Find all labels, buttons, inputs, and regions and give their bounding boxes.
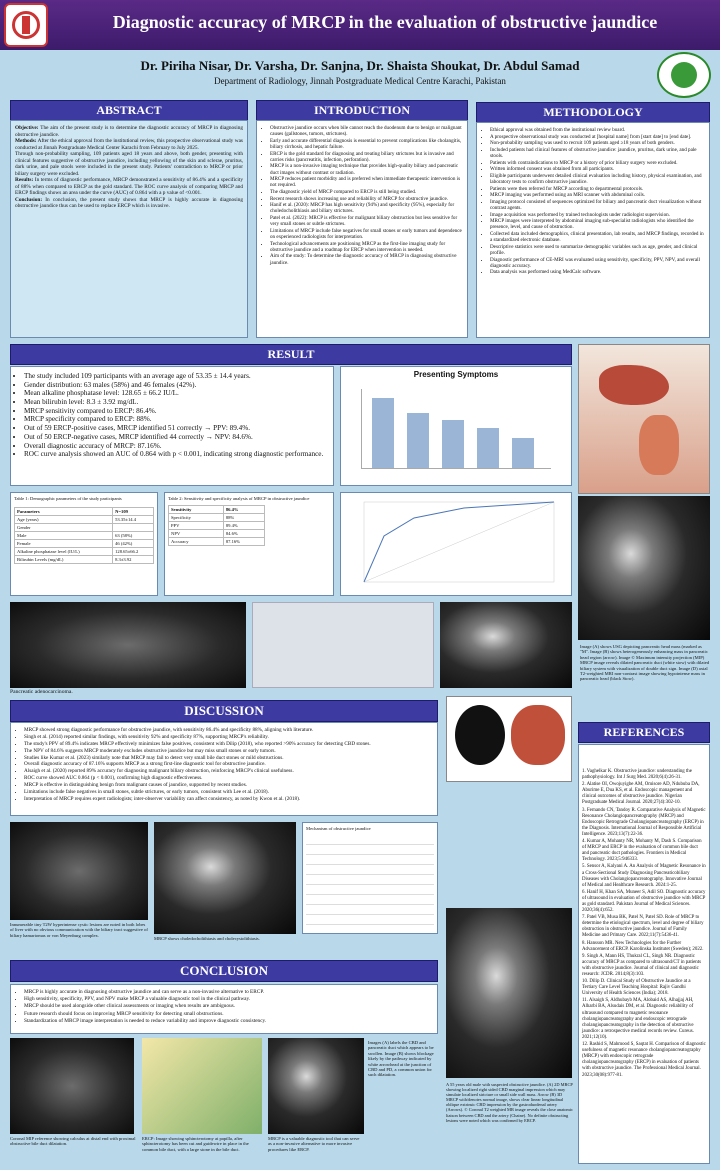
references-heading: REFERENCES — [578, 722, 710, 743]
faint-table-image — [252, 602, 434, 688]
abstract-section — [10, 100, 248, 121]
methodology-item: • Written informed consent was obtained from all participants. — [490, 166, 706, 172]
conclusion-item: • Standardization of MRCP image interpretation is needed to reduce variability and improve diagnostic consistency. — [24, 1018, 434, 1025]
methodology-item: • Eligible participants underwent detailed clinical evaluation including history, physical examination, and laboratory tests to confirm obstructive jaundice. — [490, 173, 706, 185]
result-section — [10, 344, 572, 365]
methodology-item: • MRCP imaging was performed using an MRI scanner with abdominal coils. — [490, 192, 706, 198]
introduction-item: • Hanif et al. (2020): MRCP has high sensitivity (94%) and specificity (95%), especially for choledocholithiasis and biliary strictures. — [270, 202, 464, 214]
references-section — [578, 722, 710, 743]
table-row — [15, 516, 154, 524]
demographics-table-panel — [10, 492, 158, 596]
result-item: • MRCP sensitivity compared to ERCP: 86.4%. — [24, 407, 330, 415]
table-cell: 8.3±3.92 — [113, 556, 154, 564]
reference-item: 5. Sensor A, Kalyani A. An Analysis of Magnetic Resonance in a Cross-Sectional Study Diagnosing Pancreaticobiliary Diseases with Cholangiopancreatography. Innovative Journal of Medical and Healthcare Research. 2024:1-25. — [582, 864, 706, 888]
chart-bar — [372, 398, 394, 468]
result-item: • Mean bilirubin level: 8.3 ± 3.92 mg/dL. — [24, 398, 330, 406]
roc-curve-panel — [340, 492, 572, 596]
chart-bar — [442, 420, 464, 468]
ercp-illustration — [142, 1038, 262, 1134]
coronal-mip-image — [10, 1038, 134, 1134]
table-row — [15, 508, 154, 516]
discussion-list — [14, 727, 434, 802]
discussion-item: • MRCP is effective in distinguishing benign from malignant causes of jaundice, supported by recent studies. — [24, 782, 434, 789]
chart-bar — [477, 428, 499, 468]
methodology-item: • Image acquisition was performed by trained technologists under radiologist supervision. — [490, 212, 706, 218]
liver-mri-image — [10, 822, 148, 920]
discussion-heading: DISCUSSION — [10, 700, 438, 722]
mrcp-stones-image — [154, 822, 296, 934]
sensitivity-table-panel — [164, 492, 334, 596]
table-cell: Specificity — [169, 514, 224, 522]
conclusion-list — [14, 989, 434, 1025]
stones-caption: MRCP shows choledocholithiasis and cholecystolithiasis. — [154, 936, 260, 941]
table-row — [169, 506, 265, 514]
table-cell: PPV — [169, 522, 224, 530]
right-image-caption: Image (A) shows USG depicting pancreatic head mass (marked as "M". Image (B) shows heterogeneously enhancing mass in pancreatic head region (arrow). Image © Maximum intensity projection (MIP) MRCP image reveals dilated pancreatic duct (white stow) with dilated biliary system with visualization of double duct sign. Image (D) axial T2-weighted MRI non-contrast image showing hypointense mass in pancreatic head (black Stow). — [580, 644, 710, 682]
illustration-a — [455, 705, 505, 765]
mrcp-series-image — [446, 908, 572, 1078]
conclusion-section — [10, 960, 438, 982]
introduction-item: • Aim of the study: To determine the diagnostic accuracy of MRCP in diagnosing obstructive jaundice. — [270, 253, 464, 265]
ercp-caption: ERCP: Image showing sphincterotomy at papilla, after sphincterotomy has been cut and guidewire in place in the common bile duct, with a large stone in the bile duct. — [142, 1136, 249, 1152]
discussion-item: • The NPV of 84.6% suggests MRCP moderately excludes obstructive jaundice but may miss small stones or early tumors. — [24, 748, 434, 755]
table-cell: Accuracy — [169, 538, 224, 546]
table-row — [169, 530, 265, 538]
discussion-item: • Alsaigh et al. (2020) reported 89% accuracy for diagnosing malignant biliary obstruction, reinforcing MRCP's clinical usefulness. — [24, 768, 434, 775]
methodology-heading: METHODOLOGY — [476, 102, 710, 123]
symptoms-chart — [340, 366, 572, 486]
methodology-item: • Included patients had clinical features of obstructive jaundice: jaundice, pruritus, dark urine, and pale stools. — [490, 147, 706, 159]
mechanism-title: Mechanism of obstructive jaundice — [306, 826, 371, 831]
result-item: • Out of 50 ERCP-negative cases, MRCP identified 44 correctly → NPV: 84.6%. — [24, 433, 330, 441]
discussion-item: • MRCP showed strong diagnostic performance for obstructive jaundice, with sensitivity 86.4% and specificity 88%, aligning with literature. — [24, 727, 434, 734]
discussion-item: • Interpretation of MRCP requires expert radiologists; inter-observer variability can affect consistency, as noted by Kwon et al. (2018). — [24, 796, 434, 803]
illustration-b — [511, 705, 565, 765]
table-cell: 88% — [223, 514, 264, 522]
introduction-item: • MRCP is a non-invasive imaging technique that provides high-quality biliary and pancreatic duct images without contrast or radiation. — [270, 163, 464, 175]
methodology-list — [480, 127, 706, 276]
discussion-section — [10, 700, 438, 722]
table-cell: 89.4% — [223, 522, 264, 530]
mri-image-grid — [440, 602, 572, 688]
result-item: • Mean alkaline phosphatase level: 128.65 ± 66.2 IU/L. — [24, 389, 330, 397]
poster-title: Diagnostic accuracy of MRCP in the evaluation of obstructive jaundice — [112, 12, 658, 32]
introduction-list — [260, 125, 464, 266]
table-row — [169, 522, 265, 530]
pancreas-shape — [639, 415, 679, 475]
abstract-body: Objective: The aim of the present study is to determine the diagnostic accuracy of MRCP in diagnosing obstructive jaundice. Methods: After the ethical approval from the institutional review, this prospective observational study was conducted at Jinnah Postgraduate Medical Center Karachi from February to July 2025. Through non-probability sampling, 109 patients aged 18 years and above, both gender, presenting with clinical features suggestive of obstructive jaundice, including yellowing of the skin and sclerae, pruritus, dark urine, and pale stools were included in the present study. Patients' contradiction to MRCP or prior biliary surgery were excluded. Results: In terms of diagnostic performance, MRCP demonstrated a sensitivity of 86.4% and a specificity of 88% when compared to ERCP as the gold standard. The ROC curve analysis of comparing MRCP and ERCP findings shows an area under the curve (AUC) of 0.864 with a p value of <0.001. Conclusion: In conclusion, the present study shows that MRCP is highly accurate in diagnosing obstructive jaundice thus can be used to replace ERCP which is invasive. — [10, 120, 248, 338]
introduction-body — [256, 120, 468, 338]
mrcp-final-image — [268, 1038, 364, 1134]
discussion-body — [10, 722, 438, 816]
result-item: • The study included 109 participants with an average age of 53.35 ± 14.4 years. — [24, 372, 330, 380]
table1-title: Table 1: Demographic parameters of the study participants — [14, 496, 122, 501]
series-caption: A 55 years old male with suspected obstructive jaundice. (A) 2D MRCP showing localized right sided CBD marginal impression which may simulate localized stricture or small side wall mass. Arrow (B) 3D MRCP with/denotes normal image, shows clear linear longitudinal oblique extrinsic CBD impression by the gastroduodenal artery (Arrows). © Coronal T2 weighted MR image reveals the close anatomic liaison between CBD and the artery (Chaine). No definite obstructing lesions were noted which was confirmed by ERCP. — [446, 1082, 574, 1123]
table-row — [15, 532, 154, 540]
reference-item: 4. Kumar A, Mohanty NR, Mohanty M, Dash S. Comparison of MRCP and ERCP in the evaluation of common bile duct and pancreatic duct pathologies. Frontiers in Medical Technology. 2023;5:946333. — [582, 839, 702, 863]
table-cell: Male — [15, 532, 113, 540]
methodology-item: • Collected data included demographics, clinical presentation, lab results, and MRCP findings, recorded in a standardized electronic database. — [490, 231, 706, 243]
table2-title: Table 2: Sensitivity and specificity analysis of MRCP in obstructive jaundice — [168, 496, 310, 501]
reference-item: 7. Patel VB, Musa BK, Patel N, Patel SD. Role of MRCP to determine the etiological spectrum, level and degree of biliary obstruction in obstructive jaundice. Journal of Family Medicine and Primary Care. 2022;11(7):5436-41. — [582, 915, 704, 939]
result-list — [14, 372, 330, 458]
table-cell: N=109 — [113, 508, 154, 516]
reference-item: 6. Hanif H, Khan SA, Muneer S, Adil SO. Diagnostic accuracy of ultrasound in evaluation of obstructive jaundice with MRCP as gold standard. Pakistan Journal of Medical Sciences. 2020;36(4):652. — [582, 889, 706, 914]
methodology-item: • Diagnostic performance of CE-MRI was evaluated using sensitivity, specificity, PPV, NPV, and overall diagnostic accuracy. — [490, 257, 706, 269]
table-row — [169, 514, 265, 522]
introduction-item: • Obstructive jaundice occurs when bile cannot reach the duodenum due to benign or malignant causes (gallstones, tumors, strictures). — [270, 125, 464, 137]
liver-anatomy-illustration — [578, 344, 710, 494]
table-cell: 86.4% — [223, 506, 264, 514]
table-row — [169, 538, 265, 546]
table-cell: NPV — [169, 530, 224, 538]
discussion-item: • Singh et al. (2014) reported similar findings, with sensitivity 92% and specificity 87%, supporting MRCP's reliability. — [24, 734, 434, 741]
table-cell: Alkaline phosphatase level (IU/L) — [15, 548, 113, 556]
methodology-section — [476, 102, 710, 123]
mechanism-table-panel — [302, 822, 438, 934]
methodology-item: • Data analysis was performed using MedCalc software. — [490, 269, 706, 275]
left-logo — [4, 3, 48, 47]
discussion-item: • Studies like Kumar et al. (2023) similarly note that MRCP may fail to detect very small bile duct stones or mild obstructions. — [24, 755, 434, 762]
side-caption: Images (A) labels the CBD and pancreatic duct which appears to be swollen. Image (B) shows blockage likely by the pathway indicated by white arrowhead at the junction of CBD and PD, a common union for such dilatation. — [368, 1040, 434, 1078]
conclusion-item: • Future research should focus on improving MRCP sensitivity for detecting small obstructions. — [24, 1011, 434, 1018]
methodology-item: • MRCP images were interpreted by abdominal imaging sub-specialist radiologists who identified the presence, level, and cause of obstruction. — [490, 218, 706, 230]
table-cell — [113, 524, 154, 532]
introduction-section — [256, 100, 468, 121]
methodology-item: • Descriptive statistics were used to summarize demographic variables such as age, gender, and clinical profile. — [490, 244, 706, 256]
result-item: • MRCP specificity compared to ERCP: 88%. — [24, 415, 330, 423]
title-banner — [0, 0, 720, 50]
mrcp-final-caption: MRCP is a valuable diagnostic tool that can serve as a non-invasive alternative to more invasive procedures like ERCP. — [268, 1136, 360, 1152]
roc-curve — [344, 496, 570, 594]
introduction-item: • Early and accurate differential diagnosis is essential to prevent complications like cholangitis, biliary cirrhosis, and hepatic failure. — [270, 138, 464, 150]
pancreatic-caption: Pancreatic adenocarcinoma. — [10, 689, 73, 695]
reference-item: 8. Hansson MR. New Technologies for the Further Advancement of ERCP. Karolinska Institutet (Sweden); 2022. — [582, 940, 704, 952]
introduction-item: • The diagnostic yield of MRCP compared to ERCP is still being studied. — [270, 189, 464, 195]
introduction-item: • ERCP is the gold standard for diagnosing and treating biliary strictures but is invasive and carries risks (pancreatitis, infection, perforation). — [270, 151, 464, 163]
conclusion-body — [10, 984, 438, 1034]
methodology-body — [476, 122, 710, 338]
department: Department of Radiology, Jinnah Postgraduate Medical Centre Karachi, Pakistan — [214, 76, 506, 86]
table-row — [15, 548, 154, 556]
reference-item: 11. Alsaigh S, Aldhubayb MA, Alobaid AS, Alhajjaj AH, Alharbi BA, Alsudais DM, et al. Diagnostic reliability of ultrasound compared to magnetic resonance cholangiopancreatography and endoscopic retrograde cholangiopancreatography in the detection of obstructive jaundice: a retrospective medical records review. Cureus. 2021;12(10). — [582, 998, 694, 1040]
table-cell: Bilirubin Levels (mg/dL) — [15, 556, 113, 564]
discussion-item: • Overall diagnostic accuracy of 87.16% supports MRCP as a strong first-line diagnostic tool for obstructive jaundice. — [24, 761, 434, 768]
chart-bar — [407, 413, 429, 468]
introduction-item: • MRCP reduces patient morbidity and is preferred when immediate therapeutic intervention is not required. — [270, 176, 464, 188]
reference-item: 12. Rashid S, Mahmood S, Saqtat H. Comparison of diagnostic usefulness of magnetic resonance cholangiopancreatography (MRCP) with endoscopic retrograde cholangiopancreatography (ERCP) in evaluation of patients with obstructive jaundice. The Professional Medical Journal. 2023;30(08):977-81. — [582, 1042, 706, 1078]
table-cell: Parameters — [15, 508, 113, 516]
conclusion-item: • High sensitivity, specificity, PPV, and NPV make MRCP a valuable diagnostic tool in the clinical pathway. — [24, 996, 434, 1003]
table-cell: 63 (58%) — [113, 532, 154, 540]
reference-item: 3. Fernando CN, Tandoy R. Comparative Analysis of Magnetic Resonance Cholangiopancreatography (MRCP) and Endoscopic Retrograde Cholangiopancreatography (ERCP) in the Diagnosis. International Journal of Responsible Artificial Intelligence. 2023;13(7):22-36. — [582, 807, 706, 837]
abstract-heading: ABSTRACT — [10, 100, 248, 121]
methodology-item: • A prospective observational study was conducted at [hospital name] from [start date] to [end date]. — [490, 134, 706, 140]
discussion-item: • ROC curve showed AUC 0.864 (p < 0.001), confirming high diagnostic effectiveness. — [24, 775, 434, 782]
methodology-item: • Patients were then referred for MRCP according to departmental protocols. — [490, 186, 706, 192]
table-cell: 53.35±14.4 — [113, 516, 154, 524]
table-row — [15, 524, 154, 532]
table-cell: 84.6% — [223, 530, 264, 538]
chart-bar — [512, 438, 534, 468]
table-cell: 128.65±66.2 — [113, 548, 154, 556]
chart-title: Presenting Symptoms — [413, 370, 499, 379]
table-cell: Gender — [15, 524, 113, 532]
conclusion-item: • MRCP should be used alongside other clinical assessments or imaging when results are ambiguous. — [24, 1003, 434, 1010]
result-item: • ROC curve analysis showed an AUC of 0.864 with p < 0.001, indicating strong diagnostic performance. — [24, 450, 330, 458]
discussion-item: • Limitations include false negatives in small stones, subtle strictures, or early tumors, consistent with Lee et al. (2018). — [24, 789, 434, 796]
methodology-item: • Non-probability sampling was used to recruit 109 patients aged ≥18 years of both genders. — [490, 140, 706, 146]
methodology-item: • Patients with contraindications to MRCP or a history of prior biliary surgery were excluded. — [490, 160, 706, 166]
introduction-item: • Recent research shows increasing use and reliability of MRCP for obstructive jaundice. — [270, 196, 464, 202]
introduction-item: • Technological advancements are positioning MRCP as the first-line imaging study for obstructive jaundice and a roadmap for ERCP when intervention is needed. — [270, 241, 464, 253]
reference-item: 2. Alatise OI, Owojuyigbe AM, Omisore AD, Ndububa DA, Aburime E, Dua KS, et al. Endoscopic management and clinical outcomes of obstructive jaundice. Nigerian Postgraduate Medical Journal. 2020;27(4):302-10. — [582, 782, 700, 806]
table-row — [15, 540, 154, 548]
table-cell: Age (years) — [15, 516, 113, 524]
introduction-item: • Limitations of MRCP include false negatives for small stones or early tumors and dependence on experienced radiologists for interpretation. — [270, 228, 464, 240]
table-cell: Female — [15, 540, 113, 548]
result-item: • Gender distribution: 63 males (58%) and 46 females (42%). — [24, 381, 330, 389]
introduction-item: • Patel et al. (2022): MRCP is effective for malignant biliary obstruction but less sensitive for very small stones or subtle strictures. — [270, 215, 464, 227]
pancreatic-mri-image — [10, 602, 246, 688]
discussion-item: • The study's PPV of 89.4% indicates MRCP effectively minimizes false positives, consistent with Dilip (2018), who reported >90% accuracy for detecting CBD stones. — [24, 741, 434, 748]
reference-item: 10. Dilip D. Clinical Study of Obstructive Jaundice at a Tertiary Care Level Teaching Hospital: Rajiv Gandhi University of Health Sciences (India); 2018. — [582, 979, 691, 997]
table-cell: Sensitivity — [169, 506, 224, 514]
references-body — [578, 744, 710, 1164]
table-cell: 87.16% — [223, 538, 264, 546]
hamartoma-caption: Innumerable tiny T2W hyperintense cystic lesions are noted in both lobes of liver with no obvious communication with the biliary tract suggestive of biliary hamartomas or von Meyenburg complex. — [10, 922, 148, 938]
authors: Dr. Piriha Nisar, Dr. Varsha, Dr. Sanjna, Dr. Shaista Shoukat, Dr. Abdul Samad — [140, 58, 580, 73]
methodology-item: • Imaging protocol consisted of sequences optimized for biliary and pancreatic duct visualization without contrast agents. — [490, 199, 706, 211]
result-heading: RESULT — [10, 344, 572, 365]
mechanism-table — [306, 835, 434, 925]
methodology-item: • Ethical approval was obtained from the institutional review board. — [490, 127, 706, 133]
result-item: • Overall diagnostic accuracy of MRCP: 87.16%. — [24, 442, 330, 450]
demographics-table — [14, 507, 154, 564]
conclusion-item: • MRCP is highly accurate in diagnosing obstructive jaundice and can serve as a non-invasive alternative to ERCP. — [24, 989, 434, 996]
reference-item: 9. Singh A, Mann HS, Thukral CL, Singh NR. Diagnostic accuracy of MRCP as compared to ultrasound/CT in patients with obstructive jaundice. Journal of clinical and diagnostic research: JCDR. 2014;8(3):103. — [582, 953, 701, 977]
coronal-caption: Coronal MIP reference showing calculus at distal end with proximal obstructive bile duct dilatation. — [10, 1136, 136, 1147]
liver-shape — [599, 365, 669, 405]
introduction-heading: INTRODUCTION — [256, 100, 468, 121]
reference-item: 1. Vaghelkar K. Obstructive jaundice: understanding the pathophysiology. Int J Surg Med. 2020;6(4):26-31. — [582, 769, 692, 781]
mrcp-image — [578, 496, 710, 640]
result-body — [10, 366, 334, 486]
table-row — [15, 556, 154, 564]
sensitivity-table — [168, 505, 265, 546]
stomach-illustration — [446, 696, 572, 782]
chart-plot-area — [361, 389, 551, 469]
result-item: • Out of 59 ERCP-positive cases, MRCP identified 51 correctly → PPV: 89.4%. — [24, 424, 330, 432]
table-cell: 46 (42%) — [113, 540, 154, 548]
references-list — [582, 749, 706, 1079]
conclusion-heading: CONCLUSION — [10, 960, 438, 982]
